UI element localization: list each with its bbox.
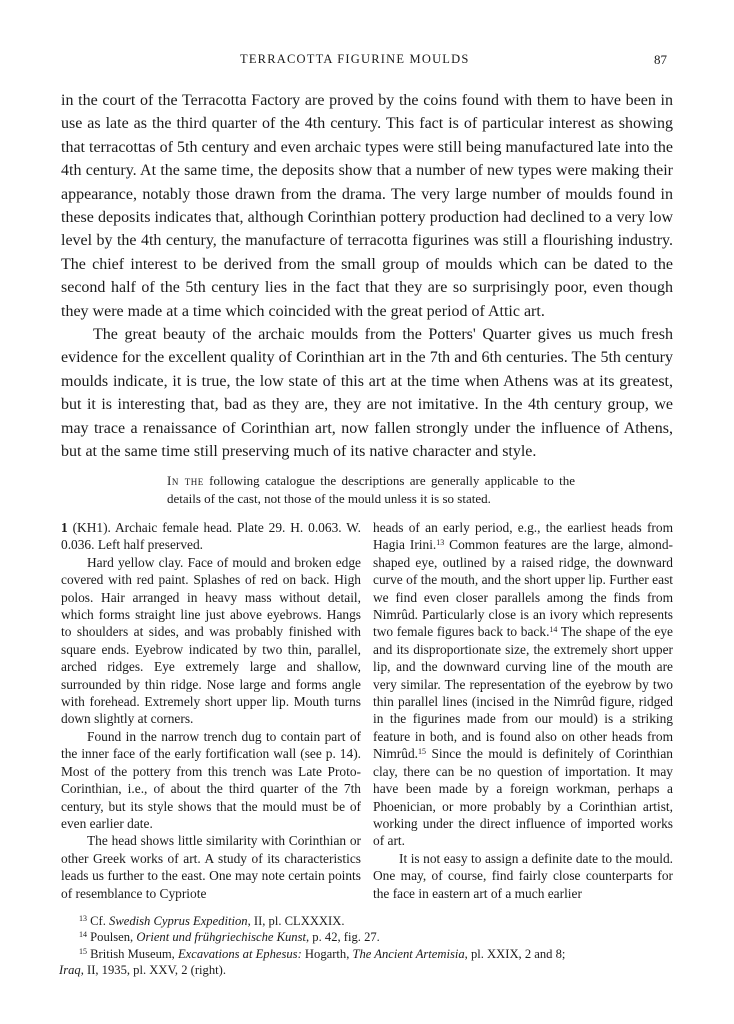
page-header bbox=[0, 52, 734, 72]
entry-description: Hard yellow clay. Face of mould and broken edge covered with red paint. Splashes of red on back. High polos. Hair arranged in heavy mass without detail, which forms straight line just above eyebrows. Hangs to shoulders at sides, and was probably finished with square ends. Eyebrow indicated by two thin, parallel, arched ridges. Eye extremely large and shallow, surrounded by thin ridge. Nose large and forms angle with forehead. Extremely short upper lip. Mouth turns down slightly at corners. bbox=[61, 554, 361, 727]
footnote-13 bbox=[61, 913, 673, 929]
footnote-15-number: 15 bbox=[79, 946, 87, 956]
footnote-15-text-b: Hogarth, bbox=[301, 946, 353, 961]
discussion-part-b: Common features are the large, almond-shaped eye, outlined by a raised ridge, the downward curve of the mouth, and the short upper lip. Further east we find even closer parallels among the finds from Nimrûd. Particularly close is an ivory which represents two female figures back to back. bbox=[373, 537, 673, 640]
footnote-14-text-a: Poulsen, bbox=[87, 930, 137, 945]
footnote-13-number: 13 bbox=[79, 914, 87, 923]
footnote-15 bbox=[61, 946, 673, 962]
page-number: 87 bbox=[654, 52, 667, 67]
catalogue-note-rest: following catalogue the descriptions are generally applicable to the details of the cast, not those of the mould unless it is so stated. bbox=[167, 473, 576, 506]
footnote-13-title: Swedish Cyprus Expedition bbox=[109, 914, 248, 928]
footnote-ref-13[interactable]: 13 bbox=[436, 538, 445, 548]
left-column bbox=[61, 519, 361, 902]
catalogue-note-text bbox=[167, 472, 575, 507]
footnote-14-title: Orient und frühgriechische Kunst bbox=[136, 930, 306, 945]
catalogue-note bbox=[167, 472, 575, 507]
footnote-ref-14[interactable]: 14 bbox=[549, 625, 558, 635]
footnote-ref-15[interactable]: 15 bbox=[418, 747, 427, 757]
entry-dating: It is not easy to assign a definite date to the mould. One may, of course, find fairly close counterparts for the face in eastern art of a much earlier bbox=[373, 850, 673, 901]
footnote-15-text-a: British Museum, bbox=[87, 946, 178, 961]
footnote-14-number: 14 bbox=[79, 930, 87, 940]
footnote-15-title-1: Excavations at Ephesus: bbox=[177, 946, 302, 961]
footnote-14-text-b: , p. 42, fig. 27. bbox=[306, 930, 380, 945]
footnote-15-title-3: Iraq bbox=[59, 962, 81, 977]
discussion-part-c: The shape of the eye and its disproportionate size, the extremely short upper lip, and the downward curving line of the mouth are very similar. The representation of the eyebrow by two thin parallel lines (incised in the Nimrûd figure, ridged in the figurines made from our mould) is a striking feature in both, and is found also on other heads from Nimrûd. bbox=[373, 624, 673, 762]
intro-text bbox=[61, 89, 673, 464]
discussion-part-d: Since the mould is definitely of Corinthian clay, there can be no question of importation. It may have been made by a foreign workman, perhaps a Phoenician, or more probably by a Corinthian artist, working under the direct influence of imported works of art. bbox=[373, 746, 673, 849]
catalogue-number: 1 bbox=[61, 520, 68, 535]
discussion-part-a: heads of an early period, e.g., the earliest heads from Hagia Irini. bbox=[373, 520, 673, 553]
intro-paragraph-1: in the court of the Terracotta Factory are proved by the coins found with them to have been in use as late as the third quarter of the 4th century. This fact is of particular interest as showing that terracottas of 5th century and even archaic types were still being manufactured late into the 4th century. At the same time, the deposits show that a number of new types were making their appearance, notably those drawn from the drama. The very large number of moulds found in these deposits indicates that, although Corinthian pottery production had declined to a very low level by the 4th century, the manufacture of terracotta figurines was still a flourishing industry. The chief interest to be derived from the small group of moulds which can be dated to the second half of the 5th century lies in the fact that they are so surprisingly poor, even though they were made at a time which coincided with the great period of Attic art. bbox=[61, 92, 673, 320]
entry-discussion-start: The head shows little similarity with Corinthian or other Greek works of art. A study of its characteristics leads us further to the east. One may note certain points of resemblance to Cypriote bbox=[61, 833, 361, 901]
footnote-15-text-c: , pl. XXIX, 2 and 8; bbox=[464, 946, 566, 961]
footnotes bbox=[61, 913, 673, 978]
right-column bbox=[373, 519, 673, 902]
entry-findspot: Found in the narrow trench dug to contain part of the inner face of the early fortification wall (see p. 14). Most of the pottery from this trench was Late Proto-Corinthian, i.e., of about the third quarter of the 7th century, but its style shows that the mould must be of even earlier date. bbox=[61, 728, 361, 831]
catalogue-note-lead: In the bbox=[167, 473, 204, 488]
footnote-15-continued bbox=[61, 962, 673, 978]
footnote-15-title-2: The Ancient Artemisia bbox=[352, 946, 465, 961]
running-title: TERRACOTTA FIGURINE MOULDS bbox=[240, 52, 470, 66]
intro-paragraph-2: The great beauty of the archaic moulds from the Potters' Quarter gives us much fresh evidence for the excellent quality of Corinthian art in the 7th and 6th centuries. The 5th century moulds indicate, it is true, the low state of this art at the time when Athens was at its greatest, but it is interesting that, bad as they are, they are not imitative. In the 4th century group, we may trace a renaissance of Corinthian art, now fallen strongly under the influence of Athens, but at the same time still preserving much of its native character and style. bbox=[61, 326, 673, 461]
footnote-13-text-a: Cf. bbox=[87, 914, 110, 928]
footnote-13-text-b: , II, pl. CLXXXIX. bbox=[247, 914, 345, 928]
entry-discussion-continued bbox=[373, 519, 673, 850]
entry-heading bbox=[61, 519, 361, 554]
footnote-15-text-d: , II, 1935, pl. XXV, 2 (right). bbox=[80, 962, 226, 977]
footnote-14 bbox=[61, 929, 673, 945]
entry-heading-text: (KH1). Archaic female head. Plate 29. H. 0.063. W. 0.036. Left half preserved. bbox=[61, 520, 361, 553]
